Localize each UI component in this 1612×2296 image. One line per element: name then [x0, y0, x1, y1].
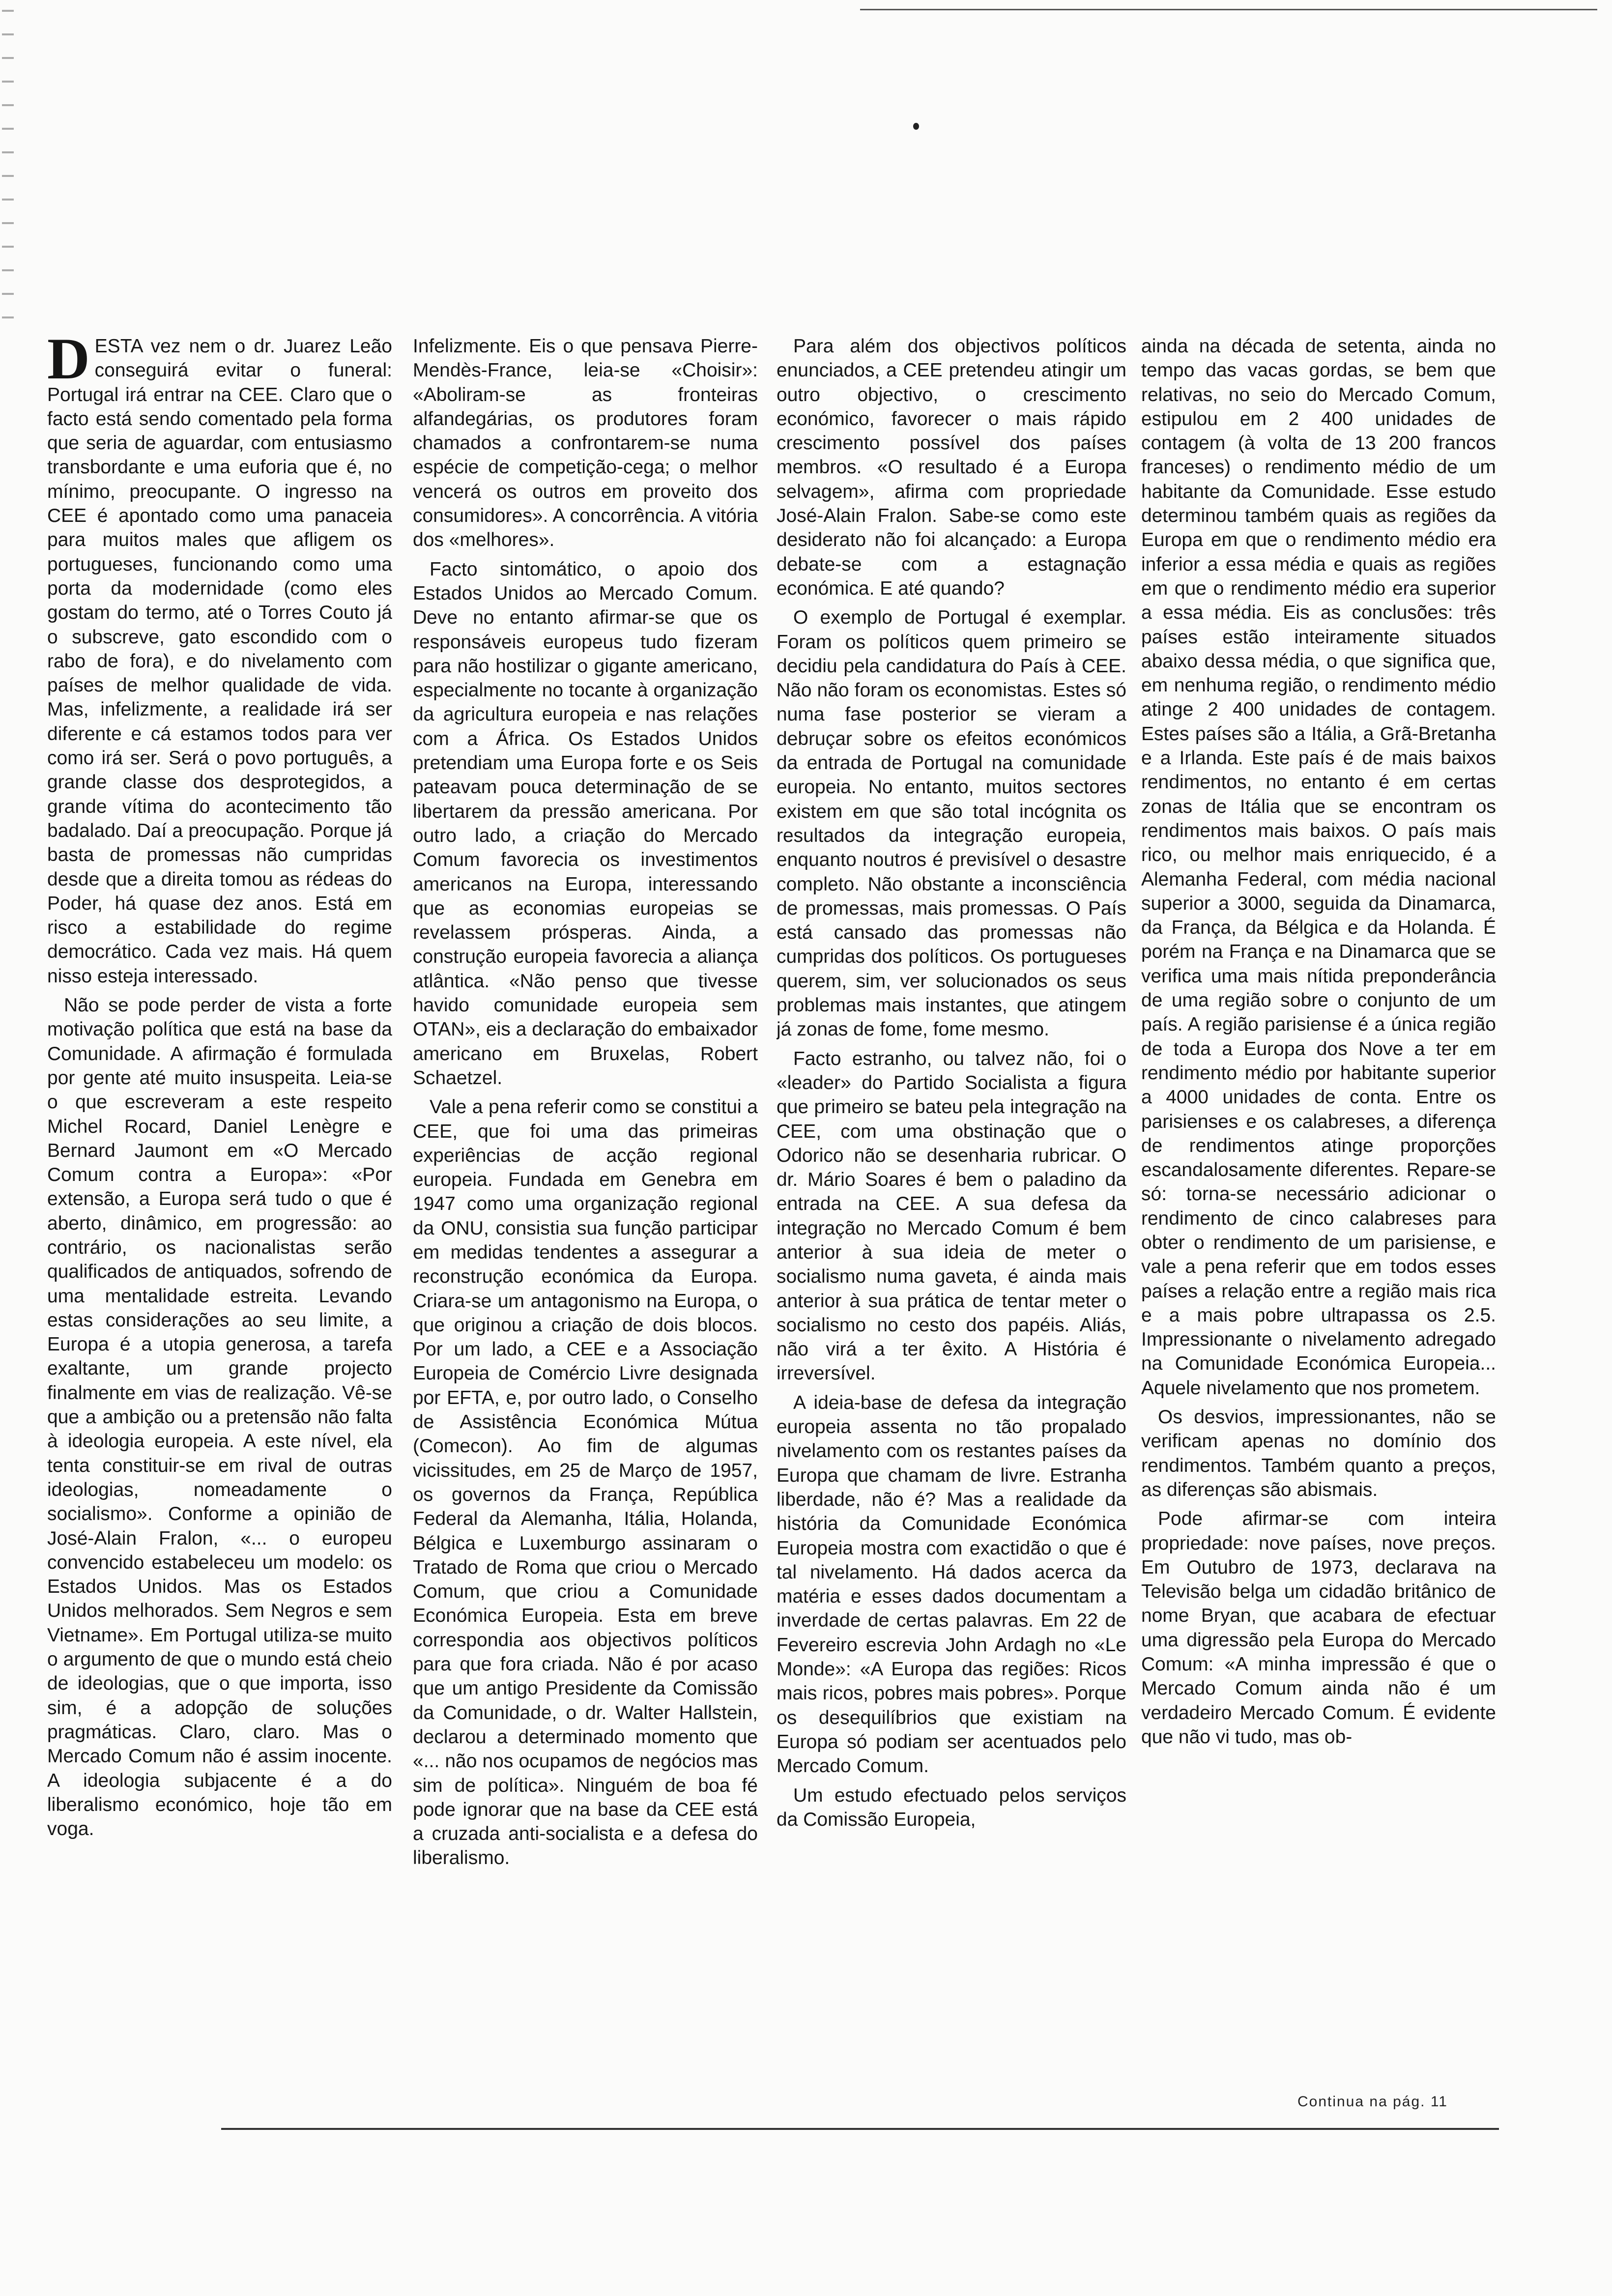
- article-column-2: [413, 334, 758, 2089]
- article-column-3: [777, 334, 1126, 2089]
- article-paragraph: Os desvios, impressionantes, não se verificam apenas no domínio dos rendimentos. Também quanto a preços, as diferenças são abismais.: [1141, 1406, 1496, 1500]
- article-paragraph: ainda na década de setenta, ainda no tempo das vacas gordas, se bem que relativas, no seio do Mercado Comum, estipulou em 2 400 unidades de contagem (à volta de 13 200 francos franceses) o rendimento médio de um habitante da Comunidade. Esse estudo determinou também quais as regiões da Europa em que o rendimento médio era inferior a essa média e quais as regiões em que o rendimento médio era superior a essa média. Eis as conclusões: três países estão inteiramente situados abaixo dessa média, o que significa que, em nenhuma região, o rendimento médio atinge 2 400 unidades de contagem. Estes países são a Itália, a Grã-Bretanha e a Irlanda. Este país é de mais baixos rendimentos, no entanto é em certas zonas de Itália que se encontram os rendimentos mais baixos. O país mais rico, ou melhor mais enriquecido, é a Alemanha Federal, com média nacional superior a 3000, seguida da Dinamarca, da França, da Bélgica e da Holanda. É porém na França e na Dinamarca que se verifica uma mais nítida preponderância de uma região sobre o conjunto de um país. A região parisiense é a única região de toda a Europa dos Nove a ter em rendimento médio por habitante superior a 4000 unidades de conta. Entre os parisienses e os calabreses, a diferença de rendimentos atinge proporções escandalosamente diferentes. Repare-se só: torna-se necessário adicionar o rendimento de cinco calabreses para obter o rendimento de um parisiense, e vale a pena referir que em todos esses países a relação entre a região mais rica e a mais pobre ultrapassa os 2.5. Impressionante o nivelamento adregado na Comunidade Económica Europeia... Aquele nivelamento que nos prometem.: [1141, 336, 1496, 1399]
- article-paragraph: Pode afirmar-se com inteira propriedade: nove países, nove preços. Em Outubro de 1973, declarava na Televisão belga um cidadão britânico de nome Bryan, que acabara de efectuar uma digressão pela Europa do Mercado Comum: «A minha impressão é que o Mercado Comum ainda não é um verdadeiro Mercado Comum. É evidente que não vi tudo, mas ob-: [1141, 1508, 1496, 1748]
- lead-paragraph: ESTA vez nem o dr. Juarez Leão conseguirá evitar o funeral: Portugal irá entrar na CEE. Claro que o facto está sendo comentado pela forma que seria de aguardar, com entusiasmo transbordante e uma euforia que é, no mínimo, preocupante. O ingresso na CEE é apontado como uma panaceia para muitos males que afligem os portugueses, funcionando como uma porta da modernidade (como eles gostam do termo, até o Torres Couto já o subscreve, gato escondido com o rabo de fora), e do nivelamento com países de melhor qualidade de vida. Mas, infelizmente, a realidade irá ser diferente e cá estamos todos para ver como irá ser. Será o povo português, a grande classe dos desprotegidos, a grande vítima do acontecimento tão badalado. Daí a preocupação. Porque já basta de promessas não cumpridas desde que a direita tomou as rédeas do Poder, há quase dez anos. Está em risco a estabilidade do regime democrático. Cada vez mais. Há quem nisso esteja interessado.: [47, 336, 392, 987]
- article-paragraph: Para além dos objectivos políticos enunciados, a CEE pretendeu atingir um outro objectivo, o crescimento económico, favorecer o mais rápido crescimento possível dos países membros. «O resultado é a Europa selvagem», afirma com propriedade José-Alain Fralon. Sabe-se como este desiderato não foi alcançado: a Europa debate-se com a estagnação económica. E até quando?: [777, 336, 1126, 599]
- bottom-rule: [221, 2128, 1499, 2130]
- top-rule: [860, 9, 1597, 10]
- continued-on-page-note: Continua na pág. 11: [1297, 2094, 1448, 2110]
- article-column-1: [47, 334, 392, 2089]
- article-column-4: [1141, 334, 1496, 2089]
- article-paragraph: O exemplo de Portugal é exemplar. Foram os políticos quem primeiro se decidiu pela candidatura do País à CEE. Não não foram os economistas. Estes só numa fase posterior se vieram a debruçar sobre os efeitos económicos da entrada de Portugal na comunidade europeia. No entanto, muitos sectores existem em que são total incógnita os resultados da integração europeia, enquanto noutros é previsível o desastre completo. Não obstante a inconsciência de promessas, mais promessas. O País está cansado das promessas não cumpridas dos políticos. Os portugueses querem, sim, ver solucionados os seus problemas mais instantes, que atingem já zonas de fome, fome mesmo.: [777, 607, 1126, 1040]
- drop-cap: D: [47, 334, 90, 391]
- article-paragraph: Facto sintomático, o apoio dos Estados Unidos ao Mercado Comum. Deve no entanto afirmar-se que os responsáveis europeus tudo fizeram para não hostilizar o gigante americano, especialmente no tocante à organização da agricultura europeia e nas relações com a África. Os Estados Unidos pretendiam uma Europa forte e os Seis pateavam pouca determinação de se libertarem da pressão americana. Por outro lado, a criação do Mercado Comum favorecia os investimentos americanos na Europa, interessando que as economias europeias se revelassem prósperas. Ainda, a construção europeia favorecia a aliança atlântica. «Não penso que tivesse havido comunidade europeia sem OTAN», eis a declaração do embaixador americano em Bruxelas, Robert Schaetzel.: [413, 558, 758, 1089]
- article-paragraph: Não se pode perder de vista a forte motivação política que está na base da Comunidade. A afirmação é formulada por gente até muito insuspeita. Leia-se o que escreveram a este respeito Michel Rocard, Daniel Lenègre e Bernard Jaumont em «O Mercado Comum contra a Europa»: «Por extensão, a Europa será tudo o que é aberto, dinâmico, em progressão: ao contrário, os nacionalistas serão qualificados de antiquados, sofrendo de uma mentalidade estreita. Levando estas considerações ao seu limite, a Europa é a utopia generosa, a tarefa exaltante, um grande projecto finalmente em vias de realização. Vê-se que a ambição ou a pretensão não falta à ideologia europeia. A este nível, ela tenta constituir-se em rival de outras ideologias, nomeadamente o socialismo». Conforme a opinião de José-Alain Fralon, «... o europeu convencido estabeleceu um modelo: os Estados Unidos. Mas os Estados Unidos melhorados. Sem Negros e sem Vietname». Em Portugal utiliza-se muito o argumento de que o mundo está cheio de ideologias, que o que importa, isso sim, é a adopção de soluções pragmáticas. Claro, claro. Mas o Mercado Comum não é assim inocente. A ideologia subjacente é a do liberalismo económico, hoje tão em voga.: [47, 995, 392, 1840]
- ink-speck: [913, 123, 919, 130]
- article-paragraph: Um estudo efectuado pelos serviços da Comissão Europeia,: [777, 1784, 1126, 1830]
- binding-edge-marks: [2, 10, 14, 324]
- article-paragraph: Facto estranho, ou talvez não, foi o «leader» do Partido Socialista a figura que primeiro se bateu pela integração na CEE, com uma obstinação que o Odorico não se desenharia rubricar. O dr. Mário Soares é bem o paladino da entrada na CEE. A sua defesa da integração no Mercado Comum é bem anterior à sua ideia de meter o socialismo numa gaveta, é ainda mais anterior à sua prática de tentar meter o socialismo no cesto dos papéis. Aliás, não virá a ter êxito. A História é irreversível.: [777, 1048, 1126, 1384]
- article-paragraph: A ideia-base de defesa da integração europeia assenta no tão propalado nivelamento com os restantes países da Europa que chamam de livre. Estranha liberdade, não é? Mas a realidade da história da Comunidade Económica Europeia mostra com exactidão o que é tal nivelamento. Há dados acerca da matéria e esses dados documentam a inverdade de certas palavras. Em 22 de Fevereiro escrevia John Ardagh no «Le Monde»: «A Europa das regiões: Ricos mais ricos, pobres mais pobres». Porque os desequilíbrios que existiam na Europa só podiam ser acentuados pelo Mercado Comum.: [777, 1392, 1126, 1777]
- article-paragraph: Vale a pena referir como se constitui a CEE, que foi uma das primeiras experiências de acção regional europeia. Fundada em Genebra em 1947 como uma organização regional da ONU, consistia sua função participar em medidas tendentes a assegurar a reconstrução económica da Europa. Criara-se um antagonismo na Europa, o que originou a criação de dois blocos. Por um lado, a CEE e a Associação Europeia de Comércio Livre designada por EFTA, e, por outro lado, o Conselho de Assistência Económica Mútua (Comecon). Ao fim de algumas vicissitudes, em 25 de Março de 1957, os governos da França, República Federal da Alemanha, Itália, Holanda, Bélgica e Luxemburgo assinaram o Tratado de Roma que criou o Mercado Comum, que criou a Comunidade Económica Europeia. Esta em breve correspondia aos objectivos políticos para que fora criada. Não é por acaso que um antigo Presidente da Comissão da Comunidade, o dr. Walter Hallstein, declarou a determinado momento que «... não nos ocupamos de negócios mas sim de política». Ninguém de boa fé pode ignorar que na base da CEE está a cruzada anti-socialista e a defesa do liberalismo.: [413, 1096, 758, 1869]
- article-paragraph: Infelizmente. Eis o que pensava Pierre-Mendès-France, leia-se «Choisir»: «Aboliram-se as fronteiras alfandegárias, os produtores foram chamados a confrontarem-se numa espécie de competição-cega; o melhor vencerá os outros em proveito dos consumidores». A concorrência. A vitória dos «melhores».: [413, 336, 758, 551]
